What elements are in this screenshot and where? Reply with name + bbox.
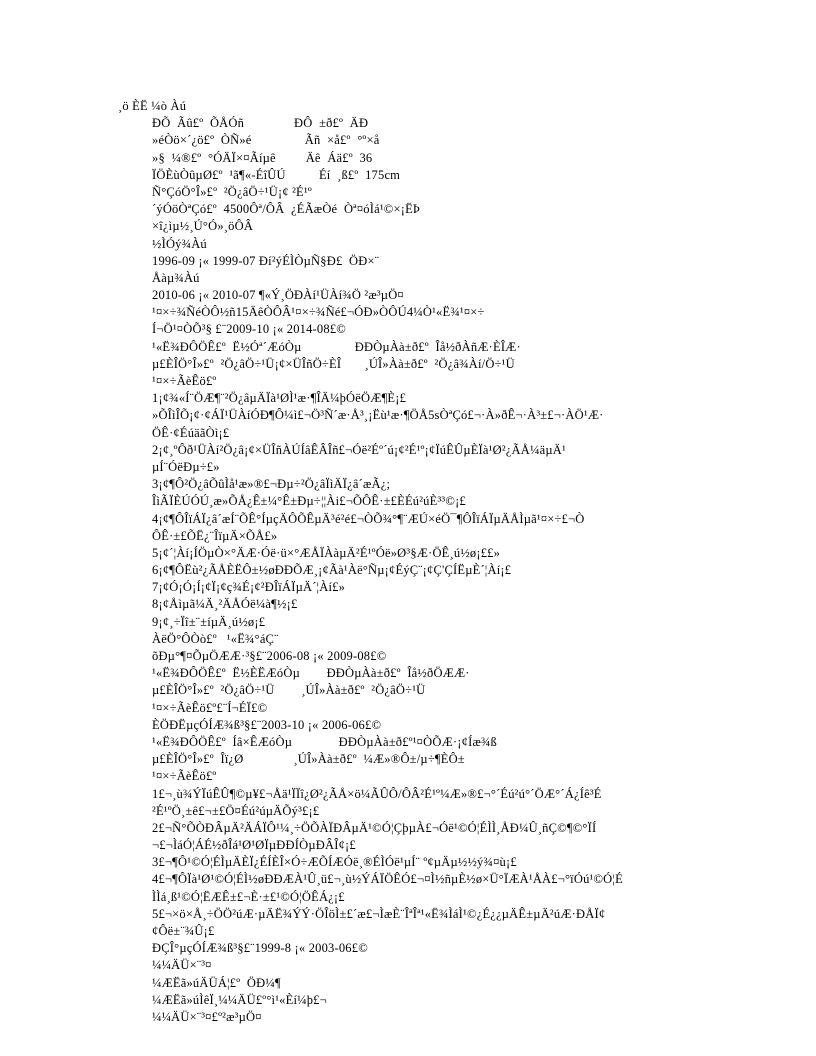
text-line: 2£¬Ñ°ÕÒÐÂµÄ²ÄÁÏÔ¹¼¸÷ÖÕÀÏÐÂµÄ¹©Ó¦ÇþµÀ£¬Óë¹©Ó¦ÉÌÌ¸ÅÐ¼Û¸ñÇ©¶©°ÏÍ <box>152 820 597 835</box>
text-line: µ£ÈÎÖ°Î»£º ²Ö¿âÖ÷¹Ü¡¢×ÜÎñÖ÷ÈÎ ¸ÚÎ»Àà±ð£º ²Ö¿â¾Àí/Ö÷¹Ü <box>152 356 515 371</box>
text-line: 6¡¢¶ÔËù²¿ÃÅÈËÔ±½øÐÐÕÆ¸¡¢Ãà¹Àë°Ñµ¡¢ÉýÇ¨¡¢Ç'ÇÍËµÈ´¦Àí¡£ <box>152 563 512 578</box>
text-line: ²É¹ºÖ¸±ê£¬±£Ö¤Éú²úµÄÕý³£¡£ <box>152 803 320 818</box>
text-line: 8¡¢Åìµã¼Ä¸²ÄÅÓë¼à¶½¡£ <box>152 597 298 612</box>
text-line: 4¡¢¶ÔÎïÁÏ¿â´æÍ¨ÕÊ°ÍµçÄÔÕÊµÄ³é²é£¬ÒÕ¾°¶¨ÆÚ×éÖ¯¶ÔÎïÁÏµÄÅÌµã¹¤×÷£¬Ò <box>152 511 585 526</box>
text-line: Ñ°ÇóÖ°Î»£º ²Ö¿âÖ÷¹Ü¡¢ ²É¹º <box>152 184 312 199</box>
text-line: µ£ÈÎÖ°Î»£º ²Ö¿âÖ÷¹Ü ¸ÚÎ»Àà±ð£º ²Ö¿âÖ÷¹Ü <box>152 683 426 698</box>
text-line: ÎìÃÏÈÚÓÚ¸æ»ÕÅ¿Ê±¼°Ê±Ðµ÷¦¦Ài£¬ÕÔÊ·±£ÈÉú²úÈ³³©¡£ <box>152 494 466 509</box>
text-line: ÐÇÎ°µçÓÍÆ¾ß³§£¨1999-8 ¡« 2003-06£© <box>152 941 368 956</box>
resume-text <box>118 98 738 1026</box>
text-line: ¹¤×÷ÃèÊö£º <box>152 374 217 388</box>
text-line: ÌÌá¸ß¹©Ó¦ËÆÊ±£¬È·±£¹©Ó¦ÖÊÁ¿¡£ <box>152 889 345 904</box>
text-line: »§ ¼®£º °ÓÄÏ×¤Ãíµê Äê Áä£º 36 <box>152 150 373 165</box>
text-line: ¹«Ë¾ÐÔÖÊ£º Ë½ÈËÆóÒµ ÐÐÒµÀà±ð£º Îå½ðÖÆÆ· <box>152 666 470 681</box>
text-line: 3£¬¶Ô¹©Ó¦ÉÌµÄÈÏ¿ÉÍÈÎ×Ó÷ÆÕÍÆÓë¸®ÉÌÓë¹µÍ¨ º¢µÄµ½½ý¾¤ù¡£ <box>152 855 517 870</box>
text-line: Í¬Ö¹¤ÒÕ³§ £¨2009-10 ¡« 2014-08£© <box>152 322 346 337</box>
text-line: 1996-09 ¡« 1999-07 Ðí²ýÉÌÒµÑ§Ð£ ÖÐ×¨ <box>152 253 380 268</box>
text-line: ¼¼ÄÜ×¨³¤ <box>152 958 212 973</box>
text-line: õÐµ°¶¤ÕµÖÆÆ·³§£¨2006-08 ¡« 2009-08£© <box>152 649 387 663</box>
text-line: ×î¿ìµ½¸Ú°Ó»¸öÔÂ <box>152 219 254 234</box>
text-line: ÈÖÐËµçÓÍÆ¾ß³§£¨2003-10 ¡« 2006-06£© <box>152 717 382 732</box>
text-line: ¹«Ë¾ÐÔÖÊ£º Íâ×ÊÆóÒµ ÐÐÒµÀà±ð£º¹¤ÒÕÆ·¡¢Íæ¾ß <box>152 734 498 749</box>
text-line: ¼¼ÄÜ×¨³¤£º²æ³µÖ¤ <box>152 1009 262 1024</box>
text-line: ÐÕ Ãû£º ÕÅÓñ ÐÔ ±ð£º ÄÐ <box>152 116 369 131</box>
text-line: ½ÌÓý¾Àú <box>152 236 207 251</box>
text-line: ¹¤×÷ÃèÊö£º£¨Í¬ÉÏ£© <box>152 700 268 715</box>
text-line: 2¡¢¸ºÔð¹ÜÀí²Ö¿â¡¢×ÜÎñÀÚÍâÊÂÎñ£¬Óë²Éº´ú¡¢²É¹º¡¢ÏúÊÛµÈÏà¹Ø²¿ÃÅ¼äµÄ¹ <box>152 442 566 457</box>
text-line: 7¡¢Ó¡Ó¡Í¡¢Ï¡¢ç¾É¡¢²ÐÎïÁÏµÄ´¦Àí£» <box>152 580 346 595</box>
text-line: 4£¬¶ÔÏà¹Ø¹©Ó¦ÉÌ½øÐÐÆÀ¹Û¸ü£¬¸ù½ÝÁÏÖÊÓ£¬¤Ì½ñµÈ½ø×Ü°ÏÆÀ¹ÅÀ£¬°ïÓú¹©Ó¦É <box>152 872 623 887</box>
text-line: ´ýÓöÒªÇó£º 4500Ôª/ÔÂ ¿ÉÃæÒé Òª¤óÌá¹©×¡ËÞ <box>152 202 421 217</box>
text-line: ÔÊ·±£ÕË¿¨ÎïµÄ×ÕÅ£» <box>152 528 278 543</box>
text-line: »ÕÎìÎÕ¡¢·¢ÁÏ¹ÜÀíÓÐ¶Ô¼ì£¬Ö³Ñ´æ·Å³¸¡Ëù¹æ·¶ÖÅ5sÒªÇó£¬·À»ðÊ¬·À³±£¬·ÀÖ¹Æ· <box>152 408 604 423</box>
text-line: ÀëÖ°ÔÒò£º ¹«Ë¾°áÇ¨ <box>152 631 279 646</box>
text-line: 5¡¢´¦Àí¡ÍÖµÒ×°ÄÆ·Óë·ü×°ÆÅÏÀàµÄ²É¹ºÓë»Ø³§Æ·ÖÊ¸ú½ø¡££» <box>152 545 501 560</box>
text-line: ¹¤×÷¾ÑéÒÔ½ñ15ÄêÒÔÂ¹¤×÷¾Ñé£¬ÓÐ»ÒÔÚ4¼Ò¹«Ë¾¹¤×÷ <box>152 305 485 320</box>
text-line: ¬£¬ÌáÓ¦ÁÉ½ðÎá¹Ø¹ØÏµÐÐÍÒµÐÂÎ¢¡£ <box>152 838 356 853</box>
text-line: µ£ÈÎÖ°Î»£º Îï¿Ø ¸ÚÎ»Àà±ð£º ¼Æ»®Ô±/µ÷¶ÈÔ± <box>152 752 465 767</box>
text-line: ¹¤×÷ÃèÊö£º <box>152 769 217 784</box>
text-line: 2010-06 ¡« 2010-07 ¶«Ý¸ÖÐÀí¹ÜÀí¾Ö ²æ³µÖ¤ <box>152 288 404 303</box>
document-title: ¸ö ÈË ¼ò Àú <box>118 99 187 113</box>
text-line: 3¡¢¶Ô²Ö¿âÕûÌå¹æ»®£¬Ðµ÷²Ö¿âÏìÄÏ¿â´æÃ¿; <box>152 477 391 492</box>
text-line: ÖÊ·¢ÉúäãÒì¡£ <box>152 425 230 440</box>
text-line: µÍ¨ÓëÐµ÷£» <box>152 459 220 474</box>
text-line: 1¡¢¾«Í¨ÖÆ¶¨²Ö¿âµÄÏà¹ØÌ¹æ·¶ÎÄ¼þÓëÖÆ¶È¡£ <box>152 391 407 406</box>
text-line: ¼ÆËã»úÌêÏ¸¼¼ÄÜ£º°ì¹«Èí¼þ£¬ <box>152 992 327 1007</box>
text-line: ¼ÆËã»úÄÜÁ¦£º ÖÐ¼¶ <box>152 975 281 990</box>
text-line: ¹«Ë¾ÐÔÖÊ£º Ë½Óª´ÆóÒµ ÐÐÒµÀà±ð£º Îå½ðÀñÆ·ÈÎÆ· <box>152 339 521 354</box>
text-line: ¢Ôë±¨¾Û¡£ <box>152 924 215 938</box>
text-line: 1£¬¸ù¾ÝÏúÊÛ¶©µ¥£¬Åä¹ÏÏî¿Ø²¿ÃÅ×ö¼ÃÛÔ/ÔÂ²É¹º¼Æ»®£¬°´Éú²ú°´ÖÆ°´Á¿Íê³É <box>152 786 602 801</box>
text-line: ÏÖÈùÒûµØ£º ¹ã¶«-ÉîÛÚ Éí ¸ß£º 175cm <box>152 167 401 182</box>
text-line: 9¡¢¸÷Ïî±¨±íµÄ¸ú½ø¡£ <box>152 614 266 629</box>
text-line: »éÒö×´¿ö£º ÒÑ»é Ãñ ×å£º °º×å <box>152 133 380 148</box>
text-line: 5£¬×ö×Å¸÷ÖÖ²úÆ·µÄË¾ÝÝ·ÖÎöÌ±£´æ£¬ÌæÈ¨ÎªÎª¹«Ë¾ÌáÌ¹©¿É¿¿µÄÊ±µÄ²úÆ·ÐÅÏ¢ <box>152 906 606 921</box>
text-line: Åàµ¾Àú <box>152 270 200 285</box>
